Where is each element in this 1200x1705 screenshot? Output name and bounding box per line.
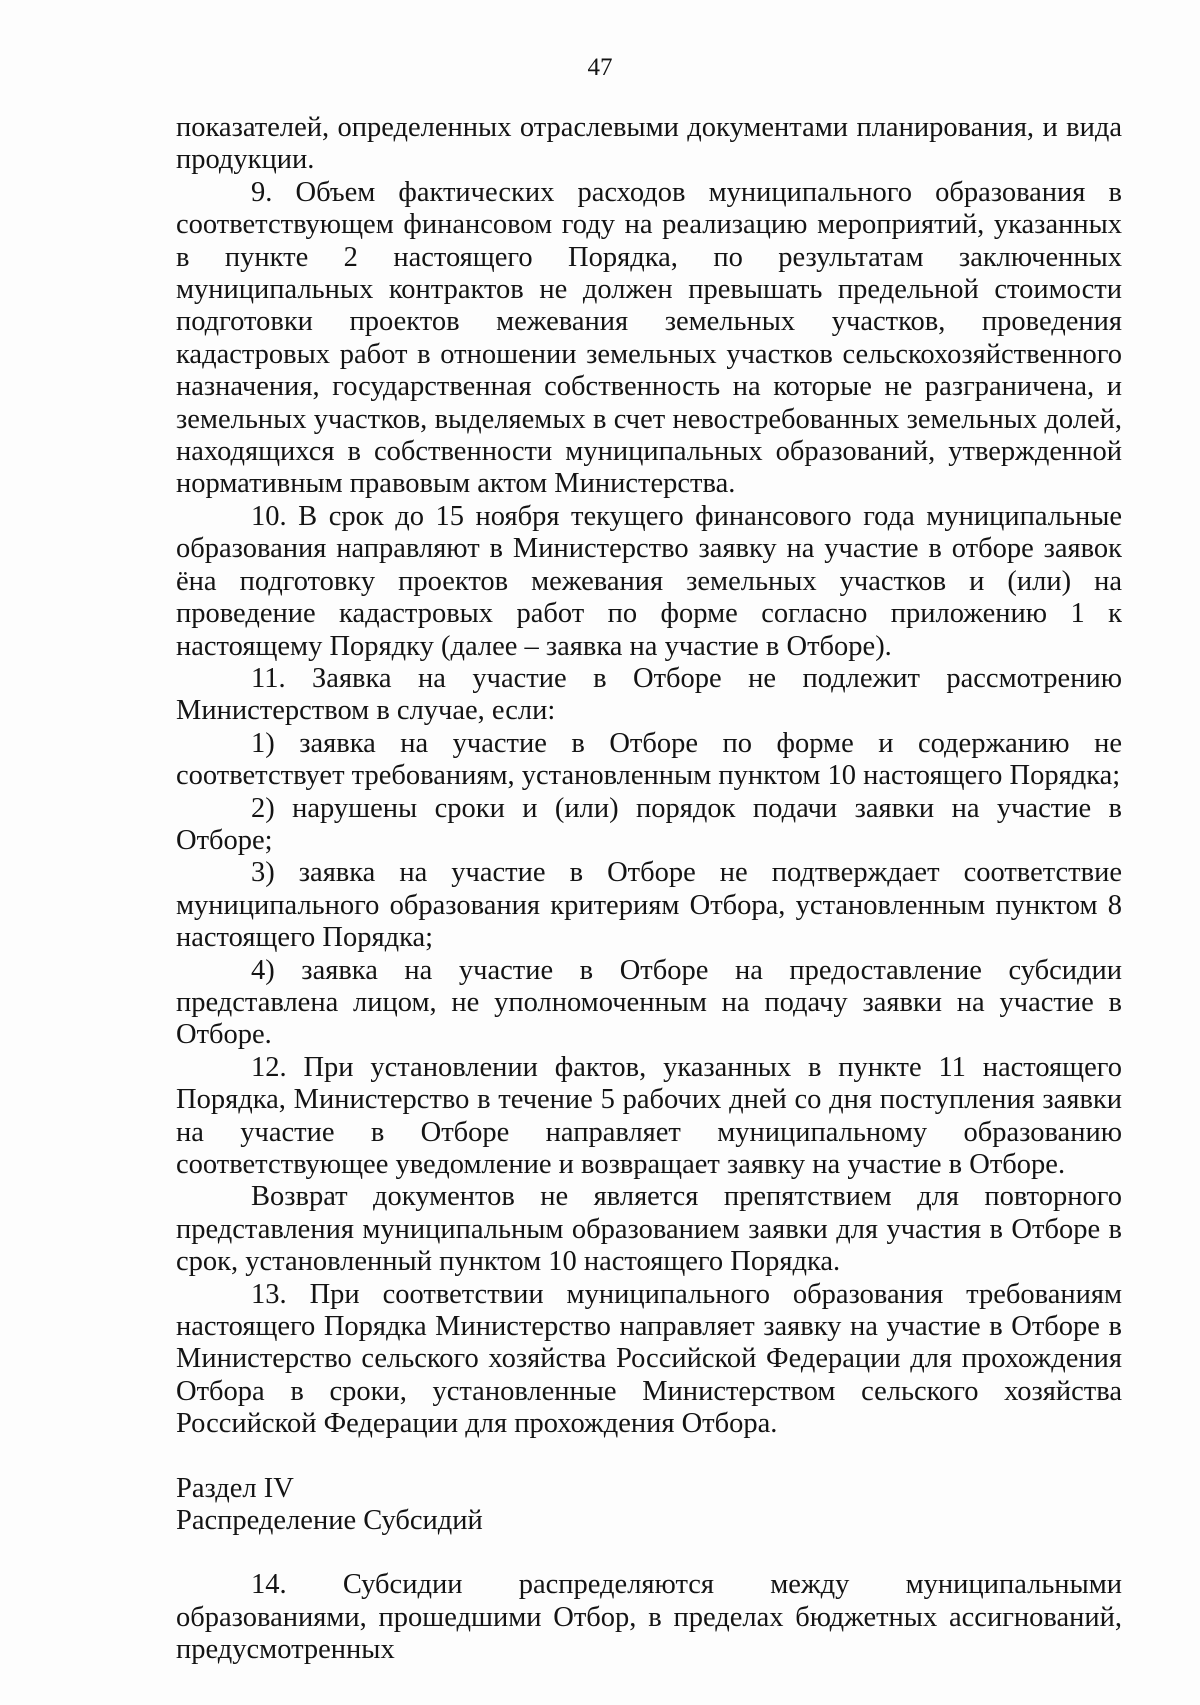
paragraph-item-14: 14. Субсидии распределяются между муниципальными образованиями, прошедшими Отбор, в пределах бюджетных ассигнований, предусмотренных [176, 1569, 1122, 1666]
section-heading [176, 1473, 1122, 1538]
paragraph-item-10: 10. В срок до 15 ноября текущего финансового года муниципальные образования направляют в Министерство заявку на участие в отборе заявок ёна подготовку проектов межевания земельных участков и (или) на проведение кадастровых работ по форме согласно приложению 1 к настоящему Порядку (далее – заявка на участие в Отборе). [176, 500, 1122, 662]
subitem-2: 2) нарушены сроки и (или) порядок подачи заявки на участие в Отборе; [176, 792, 1122, 856]
paragraph-return-docs: Возврат документов не является препятствием для повторного представления муниципальным образованием заявки для участия в Отборе в срок, установленный пунктом 10 настоящего Порядка. [176, 1181, 1122, 1278]
paragraph-item-12: 12. При установлении фактов, указанных в пункте 11 настоящего Порядка, Министерство в течение 5 рабочих дней со дня поступления заявки на участие в Отборе направляет муниципальному образованию соответствующее уведомление и возвращает заявку на участие в Отборе. [176, 1051, 1122, 1180]
subitem-3: 3) заявка на участие в Отборе не подтверждает соответствие муниципального образования критериям Отбора, установленным пунктом 8 настоящего Порядка; [176, 857, 1122, 954]
paragraph-item-9: 9. Объем фактических расходов муниципального образования в соответствующем финансовом году на реализацию мероприятий, указанных в пункте 2 настоящего Порядка, по результатам заключенных муниципальных контрактов не должен превышать предельной стоимости подготовки проектов межевания земельных участков, проведения кадастровых работ в отношении земельных участков сельскохозяйственного назначения, государственная собственность на которые не разграничена, и земельных участков, выделяемых в счет невостребованных земельных долей, находящихся в собственности муниципальных образований, утвержденной нормативным правовым актом Министерства. [176, 176, 1122, 500]
document-body [176, 112, 1122, 1667]
page-number: 47 [587, 54, 613, 81]
paragraph-item-13: 13. При соответствии муниципального образования требованиям настоящего Порядка Министерство направляет заявку на участие в Отборе в Министерство сельского хозяйства Российской Федерации для прохождения Отбора в сроки, установленные Министерством сельского хозяйства Российской Федерации для прохождения Отбора. [176, 1278, 1122, 1440]
subitem-4: 4) заявка на участие в Отборе на предоставление субсидии представлена лицом, не уполномоченным на подачу заявки на участие в Отборе. [176, 954, 1122, 1051]
paragraph-item-11: 11. Заявка на участие в Отборе не подлежит рассмотрению Министерством в случае, если: [176, 662, 1122, 727]
section-title: Распределение Субсидий [176, 1505, 483, 1537]
section-number: Раздел IV [176, 1472, 294, 1504]
paragraph-continuation: показателей, определенных отраслевыми документами планирования, и вида продукции. [176, 112, 1122, 176]
subitem-1: 1) заявка на участие в Отборе по форме и содержанию не соответствует требованиям, установленным пунктом 10 настоящего Порядка; [176, 727, 1122, 792]
